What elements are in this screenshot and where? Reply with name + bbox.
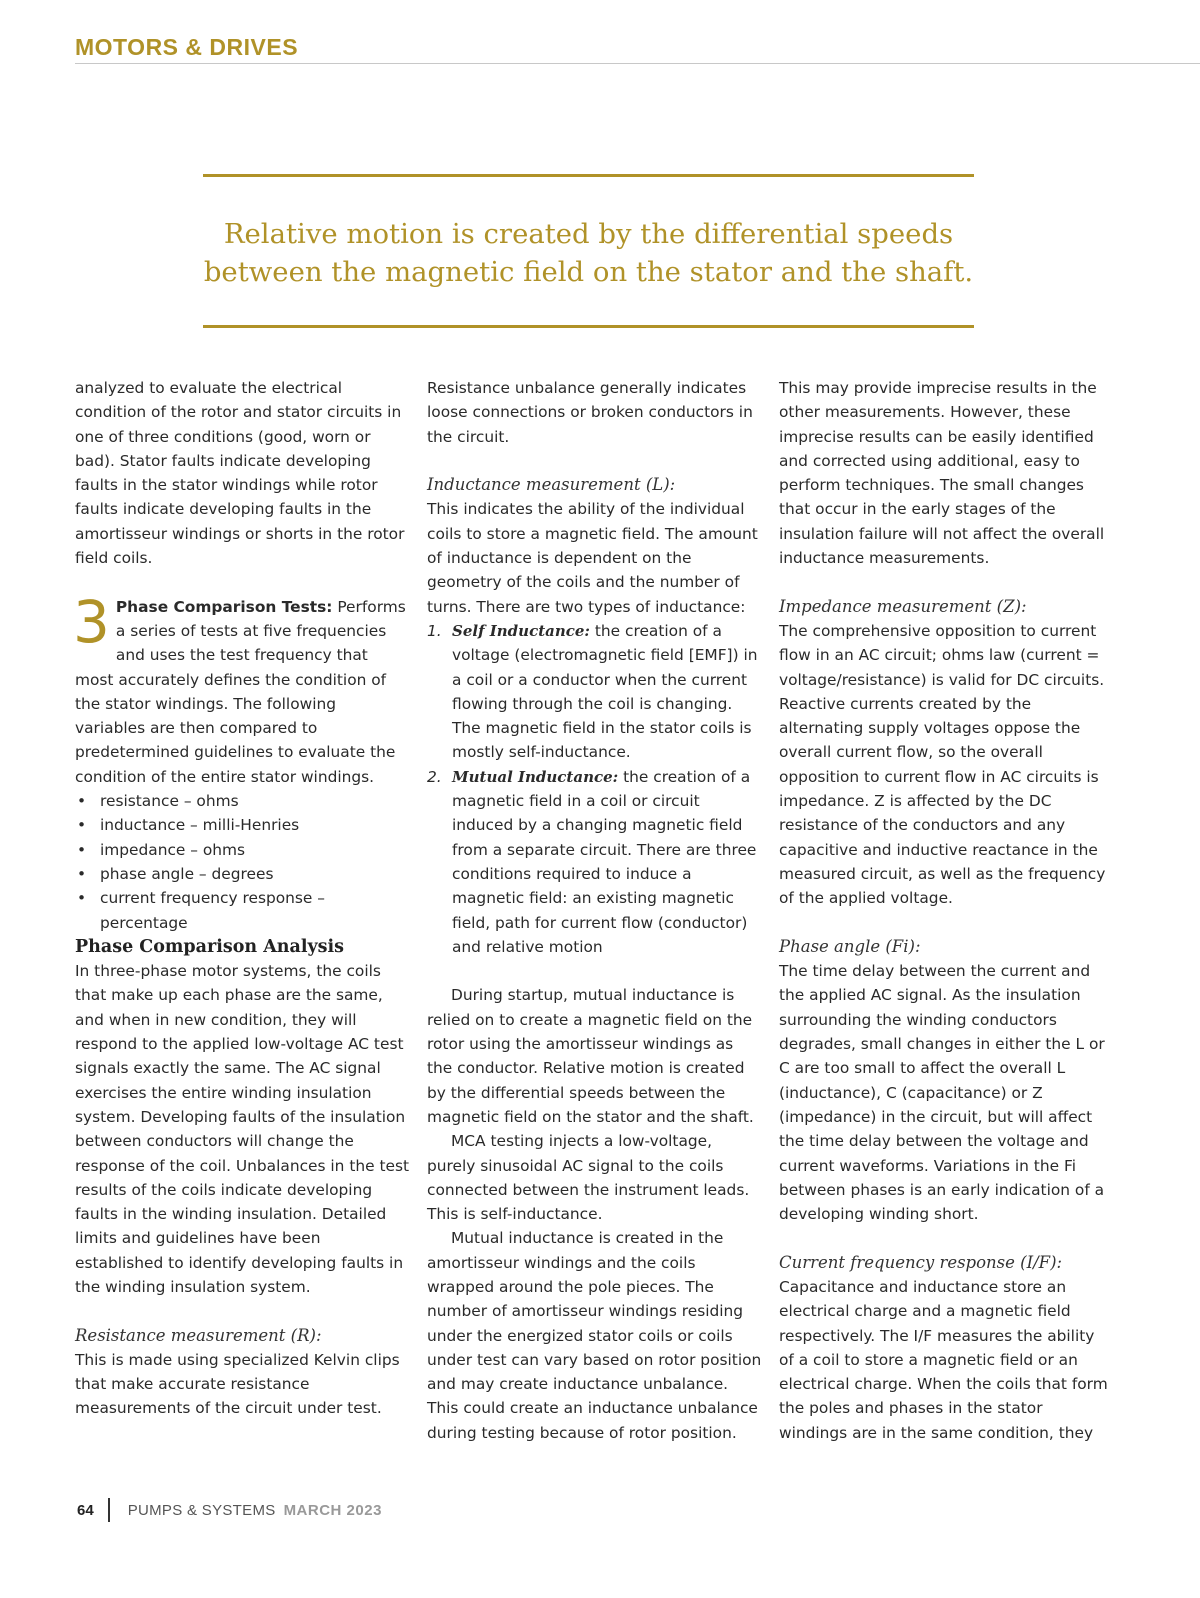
list-item: • impedance – ohms (75, 838, 410, 862)
col3-paragraph-2: The comprehensive opposition to current flow in an AC circuit; ohms law (current = voltage/resistance) is valid for DC circuits. Reactive currents created by the alternating supply voltages oppose the overall current flow, so the overall opposition to current flow in AC circuits is impedance. Z is affected by the DC resistance of the conductors and any capacitive and inductive reactance in the measured circuit, as well as the frequency of the applied voltage. (779, 621, 1106, 908)
self-inductance-text: the creation of a voltage (electromagnetic field [EMF]) in a coil or a conductor when the current flowing through the coil is changing. The magnetic field in the stator coils is mostly self-inductance. (452, 621, 758, 762)
pull-quote (203, 215, 974, 291)
col2-paragraph-3: During startup, mutual inductance is relied on to create a magnetic field on the rotor using the amortisseur windings as the conductor. Relative motion is created by the differential speeds between the magnetic field on the stator and the shaft. (427, 986, 754, 1126)
col3-paragraph-1: This may provide imprecise results in the other measurements. However, these imprecise results can be easily identified and corrected using additional, easy to perform techniques. The small changes that occur in the early stages of the insulation failure will not affect the overall inductance measurements. (779, 379, 1105, 568)
phase-comparison-tests-paragraph (73, 587, 410, 789)
publication-name: PUMPS & SYSTEMS (127, 1501, 276, 1519)
pull-quote-top-rule (203, 174, 974, 177)
col3-paragraph-4: Capacitance and inductance store an electrical charge and a magnetic field respectively. The I/F measures the ability of a coil to store a magnetic field or an electrical charge. When the coils that form the poles and phases in the stator windings are in the same condition, they (779, 1277, 1108, 1442)
list-item: • inductance – milli-Henries (75, 813, 410, 837)
header-rule (75, 63, 1200, 64)
list-item: • resistance – ohms (75, 789, 410, 813)
current-frequency-subheading: Current frequency response (I/F): (779, 1252, 1063, 1272)
col2-paragraph-4: MCA testing injects a low-voltage, purely sinusoidal AC signal to the coils connected between the instrument leads. This is self-inductance. (427, 1132, 750, 1224)
pull-quote-bottom-rule (203, 325, 974, 328)
col3-paragraph-3: The time delay between the current and the applied AC signal. As the insulation surrounding the winding conductors degrades, small changes in either the L or C are too small to affect the overall L (inductance), C (capacitance) or Z (impedance) in the circuit, but will affect the time delay between the voltage and current waveforms. Variations in the Fi between phases is an early indication of a developing winding short. (779, 962, 1105, 1224)
pull-quote-line-1: Relative motion is created by the differential speeds (223, 218, 954, 250)
list-item: • phase angle – degrees (75, 862, 410, 886)
pull-quote-line-2: between the magnetic field on the stator and the shaft. (203, 256, 974, 288)
variables-list (75, 789, 410, 935)
col1-paragraph-4: This is made using specialized Kelvin clips that make accurate resistance measurements of the circuit under test. (75, 1350, 400, 1418)
page-footer (77, 1498, 382, 1522)
column-2 (427, 376, 762, 1445)
list-item (427, 619, 762, 765)
col2-paragraph-2: This indicates the ability of the individual coils to store a magnetic field. The amount of inductance is dependent on the geometry of the coils and the number of turns. There are two types of inductance: (427, 500, 758, 616)
inductance-subheading: Inductance measurement (L): (427, 475, 676, 495)
list-number: 2. (427, 767, 442, 786)
col2-paragraph-1: Resistance unbalance generally indicates loose connections or broken conductors in the circuit. (427, 379, 753, 446)
self-inductance-term: Self Inductance: (452, 621, 590, 640)
section-header: MOTORS & DRIVES (75, 34, 299, 60)
phase-angle-subheading: Phase angle (Fi): (779, 936, 921, 956)
mutual-inductance-term: Mutual Inductance: (452, 767, 619, 786)
resistance-subheading: Resistance measurement (R): (75, 1325, 322, 1345)
issue-date: MARCH 2023 (283, 1501, 382, 1519)
impedance-subheading: Impedance measurement (Z): (779, 596, 1027, 616)
footer-divider (108, 1498, 110, 1522)
phase-comparison-tests-lead: Phase Comparison Tests: (115, 597, 333, 616)
phase-comparison-tests-text: Performs a series of tests at five frequencies and uses the test frequency that most accurately defines the condition of the stator windings. The following variables are then compared to predetermined guidelines to evaluate the condition of the entire stator windings. (75, 597, 406, 786)
column-1 (75, 376, 410, 1421)
list-item: • current frequency response – percentage (75, 886, 410, 935)
drop-cap: 3 (73, 587, 110, 656)
page-number: 64 (77, 1501, 94, 1519)
col1-paragraph-3: In three-phase motor systems, the coils that make up each phase are the same, and when in new condition, they will respond to the applied low-voltage AC test signals exactly the same. The AC signal exercises the entire winding insulation system. Developing faults of the insulation between conductors will change the response of the coil. Unbalances in the test results of the coils indicate developing faults in the winding insulation. Detailed limits and guidelines have been established to identify developing faults in the winding insulation system. (75, 962, 410, 1296)
list-item (427, 765, 762, 959)
list-number: 1. (427, 621, 442, 640)
col1-paragraph-1: analyzed to evaluate the electrical condition of the rotor and stator circuits in one of three conditions (good, worn or bad). Stator faults indicate developing faults in the stator windings while rotor faults indicate developing faults in the amortisseur windings or shorts in the rotor field coils. (75, 379, 405, 568)
mutual-inductance-text: the creation of a magnetic field in a coil or circuit induced by a changing magnetic field from a separate circuit. There are three conditions required to induce a magnetic field: an existing magnetic field, path for current flow (conductor) and relative motion (452, 767, 757, 956)
column-3 (779, 376, 1114, 1445)
col2-paragraph-5: Mutual inductance is created in the amortisseur windings and the coils wrapped around the pole pieces. The number of amortisseur windings residing under the energized stator coils or coils under test can vary based on rotor position and may create inductance unbalance. This could create an inductance unbalance during testing because of rotor position. (427, 1229, 762, 1442)
inductance-types-list (427, 619, 762, 959)
phase-comparison-analysis-heading: Phase Comparison Analysis (75, 936, 345, 957)
